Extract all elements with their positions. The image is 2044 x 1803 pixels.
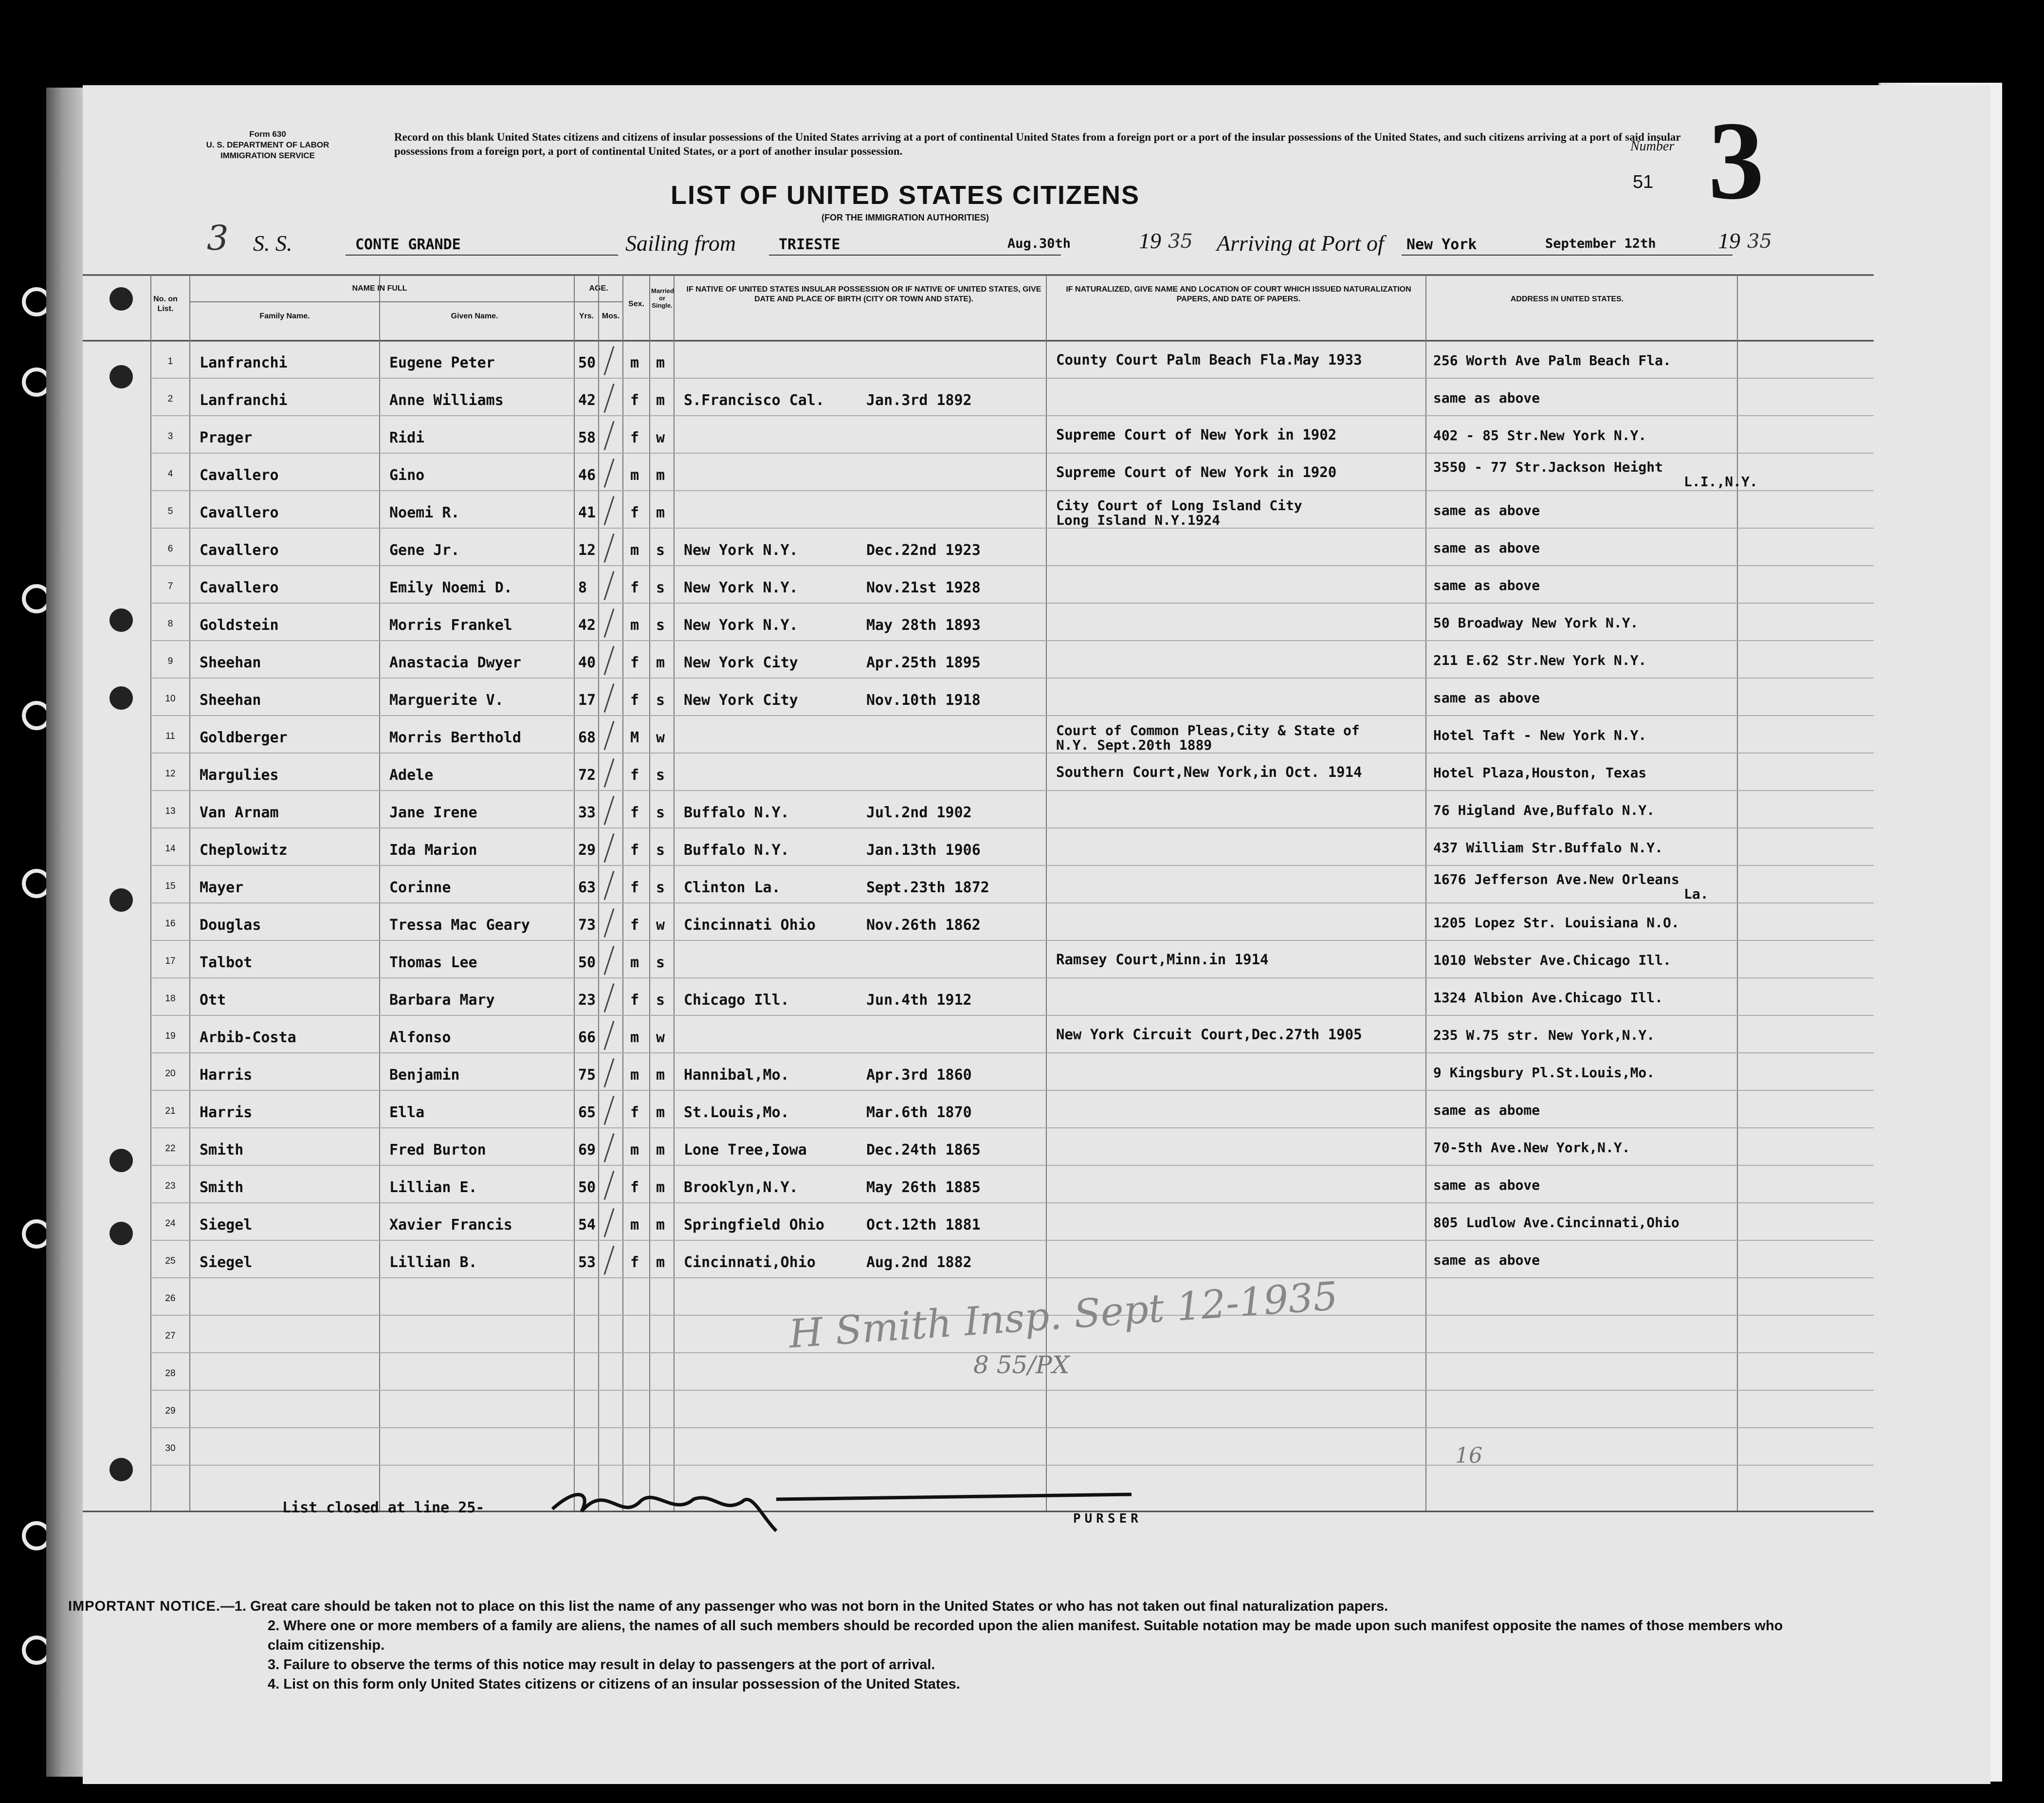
family-name: Smith — [200, 1141, 244, 1159]
us-address: 402 - 85 Str.New York N.Y. — [1433, 427, 1647, 443]
sex: f — [630, 504, 639, 521]
family-name: Lanfranchi — [200, 392, 288, 409]
naturalization-court: Supreme Court of New York in 1920 — [1056, 464, 1337, 480]
birth-place: S.Francisco Cal. — [684, 392, 824, 409]
birth-date: Nov.21st 1928 — [866, 579, 981, 596]
sex: m — [630, 954, 639, 971]
birth-place: New York N.Y. — [684, 542, 798, 559]
given-name: Anastacia Dwyer — [389, 654, 521, 671]
naturalization-court: County Court Palm Beach Fla.May 1933 — [1056, 351, 1362, 368]
family-name: Van Arnam — [200, 804, 279, 821]
row-number: 30 — [165, 1443, 176, 1453]
birth-date: Sept.23th 1872 — [866, 879, 989, 896]
given-name: Fred Burton — [389, 1141, 486, 1159]
manifest-page — [68, 85, 1990, 1784]
marital-status: w — [656, 429, 665, 446]
birth-date: May 26th 1885 — [866, 1179, 981, 1196]
marital-status: m — [656, 1141, 665, 1159]
row-number: 28 — [165, 1368, 176, 1379]
department-name: U. S. DEPARTMENT OF LABOR — [206, 140, 329, 149]
birth-date: Dec.24th 1865 — [866, 1141, 981, 1159]
birth-place: New York City — [684, 692, 798, 709]
sex: m — [630, 1141, 639, 1159]
page-title: LIST OF UNITED STATES CITIZENS — [671, 181, 1140, 210]
page-subtitle: (FOR THE IMMIGRATION AUTHORITIES) — [821, 213, 989, 222]
row-number: 21 — [165, 1106, 176, 1116]
underlying-sheet — [46, 88, 88, 1777]
age-years: 42 — [578, 617, 596, 634]
row-number: 22 — [165, 1143, 176, 1154]
marital-status: m — [656, 392, 665, 409]
family-name: Douglas — [200, 917, 261, 934]
sailing-label: Sailing from — [625, 231, 736, 256]
family-name: Margulies — [200, 767, 279, 784]
given-name: Barbara Mary — [389, 992, 495, 1009]
age-years: 63 — [578, 879, 596, 896]
marital-status: s — [656, 692, 665, 709]
marital-status: s — [656, 879, 665, 896]
age-years: 12 — [578, 542, 596, 559]
form-number: Form 630 — [249, 129, 286, 139]
arriving-port: New York — [1406, 236, 1477, 253]
sex: f — [630, 879, 639, 896]
row-number: 13 — [165, 806, 176, 816]
marital-status: m — [656, 504, 665, 521]
us-address: 3550 - 77 Str.Jackson Height — [1433, 459, 1663, 475]
row-number: 14 — [165, 844, 176, 854]
age-years: 41 — [578, 504, 596, 521]
form-id-block — [182, 129, 353, 161]
family-name: Cavallero — [200, 579, 279, 596]
sex: m — [630, 467, 639, 484]
family-name: Cheplowitz — [200, 842, 288, 859]
sex: m — [630, 1067, 639, 1084]
arriving-year-prefix: 19 — [1718, 228, 1740, 253]
age-years: 69 — [578, 1141, 596, 1159]
sailing-port: TRIESTE — [779, 236, 840, 253]
given-name: Ida Marion — [389, 842, 477, 859]
naturalization-court: Ramsey Court,Minn.in 1914 — [1056, 951, 1269, 968]
sex: f — [630, 1179, 639, 1196]
family-name: Mayer — [200, 879, 244, 896]
row-number: 15 — [165, 881, 176, 891]
age-years: 29 — [578, 842, 596, 859]
birth-place: New York N.Y. — [684, 579, 798, 596]
family-name: Smith — [200, 1179, 244, 1196]
given-name: Morris Frankel — [389, 617, 512, 634]
age-years: 40 — [578, 654, 596, 671]
given-name: Gino — [389, 467, 425, 484]
marital-status: s — [656, 842, 665, 859]
sex: f — [630, 392, 639, 409]
sex: f — [630, 767, 639, 784]
marital-status: s — [656, 804, 665, 821]
family-name: Sheehan — [200, 654, 261, 671]
us-address-line2: L.I.,N.Y. — [1684, 474, 1758, 490]
family-name: Arbib-Costa — [200, 1029, 296, 1046]
birth-date: Oct.12th 1881 — [866, 1216, 981, 1233]
family-name: Prager — [200, 429, 253, 446]
family-name: Ott — [200, 992, 226, 1009]
arriving-date: September 12th — [1545, 236, 1656, 251]
purser-signature — [548, 1472, 1132, 1536]
family-name: Siegel — [200, 1216, 253, 1233]
marital-status: s — [656, 767, 665, 784]
birth-date: May 28th 1893 — [866, 617, 981, 634]
marital-status: s — [656, 954, 665, 971]
us-address: 50 Broadway New York N.Y. — [1433, 615, 1639, 631]
list-number: 3 — [1708, 98, 1764, 222]
family-name: Harris — [200, 1067, 253, 1084]
us-address: same as above — [1433, 390, 1540, 406]
given-name: Tressa Mac Geary — [389, 917, 530, 934]
birth-date: Jul.2nd 1902 — [866, 804, 972, 821]
us-address: 211 E.62 Str.New York N.Y. — [1433, 652, 1647, 668]
row-number: 17 — [165, 956, 176, 966]
row-number: 12 — [165, 769, 176, 779]
row-number: 18 — [165, 993, 176, 1004]
family-name: Cavallero — [200, 504, 279, 521]
age-years: 54 — [578, 1216, 596, 1233]
given-name: Xavier Francis — [389, 1216, 512, 1233]
age-years: 8 — [578, 579, 587, 596]
row-number: 8 — [167, 619, 173, 629]
age-years: 68 — [578, 729, 596, 746]
marital-status: s — [656, 992, 665, 1009]
row-number: 4 — [167, 469, 173, 479]
given-name: Ridi — [389, 429, 425, 446]
age-years: 23 — [578, 992, 596, 1009]
birth-date: Nov.10th 1918 — [866, 692, 981, 709]
naturalization-court: City Court of Long Island City — [1056, 497, 1302, 514]
us-address: 1205 Lopez Str. Louisiana N.O. — [1433, 915, 1679, 931]
purser-label: PURSER — [1073, 1511, 1142, 1526]
sex: f — [630, 917, 639, 934]
number-label: Number — [1630, 139, 1675, 154]
sex: m — [630, 1216, 639, 1233]
us-address: 1324 Albion Ave.Chicago Ill. — [1433, 990, 1663, 1006]
row-number: 29 — [165, 1406, 176, 1416]
marital-status: s — [656, 542, 665, 559]
age-years: 33 — [578, 804, 596, 821]
fraction-note: 8 55/PX — [973, 1351, 1070, 1379]
page-mark: 16 — [1455, 1443, 1482, 1468]
age-years: 66 — [578, 1029, 596, 1046]
row-number: 9 — [167, 656, 173, 666]
age-years: 46 — [578, 467, 596, 484]
service-name: IMMIGRATION SERVICE — [220, 151, 315, 160]
list-closed-note: List closed at line 25- — [282, 1499, 485, 1516]
marital-status: m — [656, 1216, 665, 1233]
passenger-table — [83, 275, 1874, 1638]
ship-name: CONTE GRANDE — [355, 236, 461, 253]
us-address: 9 Kingsbury Pl.St.Louis,Mo. — [1433, 1065, 1655, 1081]
row-number: 3 — [167, 431, 173, 442]
arriving-year: 35 — [1747, 230, 1772, 253]
birth-place: Hannibal,Mo. — [684, 1067, 789, 1084]
family-name: Siegel — [200, 1254, 253, 1271]
header-mos: Mos. — [602, 312, 620, 320]
family-name: Goldberger — [200, 729, 288, 746]
marital-status: m — [656, 654, 665, 671]
us-address: 437 William Str.Buffalo N.Y. — [1433, 840, 1663, 856]
naturalization-court: New York Circuit Court,Dec.27th 1905 — [1056, 1026, 1362, 1043]
given-name: Thomas Lee — [389, 954, 477, 971]
row-number: 16 — [165, 919, 176, 929]
us-address: 805 Ludlow Ave.Cincinnati,Ohio — [1433, 1214, 1679, 1231]
row-number: 20 — [165, 1068, 176, 1079]
sex: m — [630, 1029, 639, 1046]
family-name: Cavallero — [200, 467, 279, 484]
sex: f — [630, 804, 639, 821]
sex: M — [630, 729, 639, 746]
row-number: 11 — [165, 731, 175, 741]
family-name: Sheehan — [200, 692, 261, 709]
given-name: Anne Williams — [389, 392, 504, 409]
notice-4: 4. List on this form only United States citizens or citizens of an insular possession of the United States. — [268, 1676, 960, 1692]
marital-status: m — [656, 1254, 665, 1271]
age-years: 50 — [578, 1179, 596, 1196]
birth-place: New York N.Y. — [684, 617, 798, 634]
row-number: 27 — [165, 1331, 176, 1341]
age-years: 50 — [578, 954, 596, 971]
page-number: 51 — [1633, 172, 1654, 192]
us-address: same as above — [1433, 1252, 1540, 1268]
notice-3: 3. Failure to observe the terms of this notice may result in delay to passengers at the port of arrival. — [268, 1657, 935, 1673]
birth-place: Springfield Ohio — [684, 1216, 824, 1233]
birth-date: Mar.6th 1870 — [866, 1104, 972, 1121]
us-address: same as abome — [1433, 1102, 1540, 1118]
marital-status: s — [656, 579, 665, 596]
marital-status: w — [656, 917, 665, 934]
age-years: 17 — [578, 692, 596, 709]
us-address-line2: La. — [1684, 886, 1709, 902]
birth-place: Brooklyn,N.Y. — [684, 1179, 798, 1196]
age-years: 72 — [578, 767, 596, 784]
us-address: same as above — [1433, 540, 1540, 556]
family-name: Lanfranchi — [200, 354, 288, 371]
header-naturalized: IF NATURALIZED, GIVE NAME AND LOCATION OF COURT WHICH ISSUED NATURALIZATION PAPERS, AND DATE OF PAPERS. — [1066, 285, 1411, 303]
marital-status: m — [656, 1179, 665, 1196]
birth-place: Lone Tree,Iowa — [684, 1141, 807, 1159]
us-address: 76 Higland Ave,Buffalo N.Y. — [1433, 802, 1655, 818]
naturalization-court: Court of Common Pleas,City & State of — [1056, 722, 1360, 738]
family-name: Cavallero — [200, 542, 279, 559]
row-number: 10 — [165, 694, 176, 704]
age-years: 73 — [578, 917, 596, 934]
age-years: 42 — [578, 392, 596, 409]
birth-place: Chicago Ill. — [684, 992, 789, 1009]
age-years: 50 — [578, 354, 596, 371]
sex: f — [630, 579, 639, 596]
birth-place: Clinton La. — [684, 879, 781, 896]
birth-date: Apr.25th 1895 — [866, 654, 981, 671]
sex: m — [630, 354, 639, 371]
us-address: 1010 Webster Ave.Chicago Ill. — [1433, 952, 1671, 968]
row-number: 25 — [165, 1256, 176, 1266]
given-name: Benjamin — [389, 1067, 460, 1084]
header-married-single: Married or Single. — [651, 287, 674, 309]
given-name: Jane Irene — [389, 804, 477, 821]
birth-place: Buffalo N.Y. — [684, 842, 789, 859]
birth-date: Jun.4th 1912 — [866, 992, 972, 1009]
marital-status: s — [656, 617, 665, 634]
naturalization-court: Southern Court,New York,in Oct. 1914 — [1056, 764, 1362, 780]
birth-place: Cincinnati,Ohio — [684, 1254, 816, 1271]
row-number: 7 — [167, 581, 173, 591]
ss-label: S. S. — [253, 231, 292, 256]
sex: f — [630, 654, 639, 671]
birth-date: Dec.22nd 1923 — [866, 542, 981, 559]
row-number: 1 — [167, 356, 173, 367]
given-name: Alfonso — [389, 1029, 451, 1046]
row-number: 6 — [167, 544, 173, 554]
birth-date: Apr.3rd 1860 — [866, 1067, 972, 1084]
header-no: No. on List. — [153, 295, 178, 313]
row-number: 23 — [165, 1181, 176, 1191]
header-sex: Sex. — [628, 300, 644, 308]
age-years: 53 — [578, 1254, 596, 1271]
family-name: Talbot — [200, 954, 253, 971]
sex: f — [630, 1104, 639, 1121]
us-address: Hotel Plaza,Houston, Texas — [1433, 765, 1647, 781]
given-name: Lillian B. — [389, 1254, 477, 1271]
naturalization-court-line2: N.Y. Sept.20th 1889 — [1056, 737, 1212, 753]
birth-place: St.Louis,Mo. — [684, 1104, 789, 1121]
header-age: AGE. — [589, 284, 608, 293]
naturalization-court: Supreme Court of New York in 1902 — [1056, 426, 1337, 443]
birth-place: Cincinnati Ohio — [684, 917, 816, 934]
sex: f — [630, 842, 639, 859]
naturalization-court-line2: Long Island N.Y.1924 — [1056, 512, 1221, 528]
sex: f — [630, 1254, 639, 1271]
marital-status: m — [656, 467, 665, 484]
us-address: 256 Worth Ave Palm Beach Fla. — [1433, 352, 1671, 368]
important-notice — [68, 1597, 1820, 1694]
birth-place: New York City — [684, 654, 798, 671]
inspector-signature: H Smith Insp. Sept 12-1935 — [787, 1273, 1340, 1357]
sailing-year-prefix: 19 — [1139, 228, 1161, 253]
header-given-name: Given Name. — [451, 312, 498, 320]
given-name: Emily Noemi D. — [389, 579, 512, 596]
birth-date: Nov.26th 1862 — [866, 917, 981, 934]
row-number: 2 — [167, 394, 173, 404]
us-address: 1676 Jefferson Ave.New Orleans — [1433, 871, 1679, 887]
age-years: 65 — [578, 1104, 596, 1121]
notice-2: 2. Where one or more members of a family are aliens, the names of all such members should be recorded upon the alien manifest. Suitable notation may be made upon such manifest opposite the names of those members who claim citizenship. — [268, 1618, 1783, 1653]
sex: m — [630, 542, 639, 559]
header-birth: IF NATIVE OF UNITED STATES INSULAR POSSESSION OR IF NATIVE OF UNITED STATES, GIVE DATE AND PLACE OF BIRTH (CITY OR TOWN AND STATE). — [686, 285, 1041, 303]
marital-status: w — [656, 729, 665, 746]
marital-status: m — [656, 1104, 665, 1121]
sex: f — [630, 429, 639, 446]
given-name: Gene Jr. — [389, 542, 460, 559]
record-instruction: Record on this blank United States citizens and citizens of insular possessions of the United States arriving at a port of continental United States from a foreign port or a port of the insular possessions of the United States, and such citizens arriving at a port of said insular possessions from a foreign port, a port of continental United States, or a port of another insular possession. — [394, 131, 1681, 157]
margin-mark: 3 — [207, 218, 229, 258]
given-name: Marguerite V. — [389, 692, 504, 709]
birth-date: Jan.13th 1906 — [866, 842, 981, 859]
header-family-name: Family Name. — [259, 312, 310, 320]
birth-place: Buffalo N.Y. — [684, 804, 789, 821]
sailing-year: 35 — [1168, 230, 1193, 253]
birth-date: Aug.2nd 1882 — [866, 1254, 972, 1271]
us-address: 70-5th Ave.New York,N.Y. — [1433, 1140, 1630, 1156]
row-number: 24 — [165, 1218, 176, 1229]
us-address: same as above — [1433, 577, 1540, 593]
marital-status: m — [656, 1067, 665, 1084]
sex: f — [630, 692, 639, 709]
row-number: 5 — [167, 506, 173, 516]
given-name: Ella — [389, 1104, 425, 1121]
family-name: Goldstein — [200, 617, 279, 634]
given-name: Corinne — [389, 879, 451, 896]
row-number: 26 — [165, 1293, 176, 1304]
header-address: ADDRESS IN UNITED STATES. — [1510, 295, 1624, 303]
given-name: Morris Berthold — [389, 729, 521, 746]
us-address: same as above — [1433, 690, 1540, 706]
voyage-line — [83, 218, 1874, 259]
us-address: Hotel Taft - New York N.Y. — [1433, 727, 1647, 743]
given-name: Lillian E. — [389, 1179, 477, 1196]
row-number: 19 — [165, 1031, 176, 1041]
notice-1: —1. Great care should be taken not to place on this list the name of any passenger who was not born in the United States or who has not taken out final naturalization papers. — [220, 1599, 1388, 1614]
header-yrs: Yrs. — [579, 312, 594, 320]
sailing-date: Aug.30th — [1007, 236, 1071, 251]
us-address: 235 W.75 str. New York,N.Y. — [1433, 1027, 1655, 1043]
us-address: same as above — [1433, 1177, 1540, 1193]
marital-status: m — [656, 354, 665, 371]
header-name-in-full: NAME IN FULL — [352, 284, 407, 293]
given-name: Noemi R. — [389, 504, 460, 521]
sex: f — [630, 992, 639, 1009]
us-address: same as above — [1433, 502, 1540, 518]
age-years: 75 — [578, 1067, 596, 1084]
arriving-label: Arriving at Port of — [1217, 231, 1384, 256]
given-name: Adele — [389, 767, 434, 784]
marital-status: w — [656, 1029, 665, 1046]
birth-date: Jan.3rd 1892 — [866, 392, 972, 409]
given-name: Eugene Peter — [389, 354, 495, 371]
age-years: 58 — [578, 429, 596, 446]
sex: m — [630, 617, 639, 634]
family-name: Harris — [200, 1104, 253, 1121]
notice-label: IMPORTANT NOTICE. — [68, 1599, 220, 1614]
